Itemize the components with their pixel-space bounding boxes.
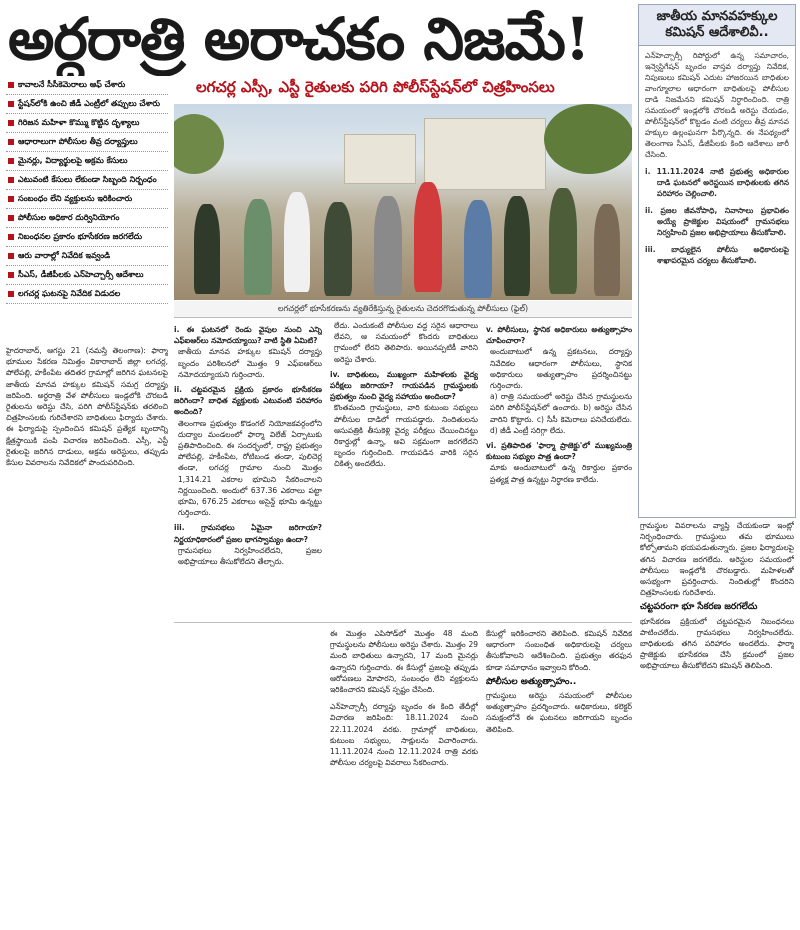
question: i. ఈ ఘటనలో రెండు వైపుల నుంచి ఎన్ని ఎఫ్‌ఐఆర్‌లు నమోదయ్యాయి? వాటి స్థితి ఏమిటి? <box>174 325 322 346</box>
subheadline: లగచర్ల ఎస్సీ, ఎస్టీ రైతులకు పరిగి పోలీస్‌స్టేషన్‌లో చిత్రహింసలు <box>196 78 555 96</box>
lower-column-right <box>486 628 632 918</box>
question: iii. గ్రామసభలు ఏమైనా జరిగాయా? నిర్ణయాధికారంలో ప్రజల భాగస్వామ్యం ఉందా? <box>174 523 322 544</box>
qa-column-3 <box>486 320 632 620</box>
photo-caption: లగచర్లలో భూసేకరణను వ్యతిరేకిస్తున్న రైతులను చెదరగొడుతున్న పోలీసులు (ఫైల్) <box>174 301 632 318</box>
question: vi. ప్రతిపాదిత 'ఫార్మా ప్రాజెక్టు'లో ముఖ్యమంత్రి కుటుంబ సభ్యుల పాత్ర ఉందా? <box>486 441 632 462</box>
right-text: భూసేకరణ ప్రక్రియలో చట్టపరమైన నిబంధనలు పాటించలేదు. గ్రామసభలు నిర్వహించలేదు. బాధితులకు తగిన పరిహారం అందలేదు. ఫార్మా ప్రాజెక్టుకు భూసేకరణ చేసే క్రమంలో ప్రజల అభిప్రాయాలు తీసుకోలేదని కమిషన్ తెలిపింది. <box>640 616 794 671</box>
right-text: గ్రామస్థుల వివరాలను వ్యాప్తి చేయకుండా ఇంట్లో నిర్బంధించారు. గ్రామస్థులు తమ భూములు కోల్పోతామని భయపడుతున్నారు. ప్రజల ఫిర్యాదులపై తగిన విచారణ జరగలేదు. అరెస్టుల సమయంలో పోలీసులు ఇండ్లలోకి చొరబడ్డారు. మహిళలతో అసభ్యంగా ప్రవర్తించారు. నిందితుల్లో కొందరిని చిత్రహింసలకు గురిచేశారు. <box>640 521 794 598</box>
highlight-item: నిబంధనల ప్రకారం భూసేకరణ జరగలేదు <box>6 228 168 247</box>
headline: అర్ధరాత్రి అరాచకం నిజమే! <box>8 5 590 73</box>
highlight-item: సీఎస్, డీజీపీలకు ఎన్‌హెచ్చార్సీ ఆదేశాలు <box>6 266 168 285</box>
highlight-item: ఎటువంటి కేసులు లేకుండా సిబ్బంది నిర్బంధం <box>6 171 168 190</box>
highlight-item: ఆరు వారాల్లో నివేదిక ఇవ్వండి <box>6 247 168 266</box>
lower-text: ఈ మొత్తం ఎపిసోడ్‌లో మొత్తం 48 మంది గ్రామస్థులను పోలీసులు అరెస్టు చేశారు. మొత్తం 29 మంది బాధితులు ఉన్నారని, 17 మంది మైనర్లు ఉన్నారని గుర్తించారు. ఈ కేసుల్లో ప్రజలపై తప్పుడు ఆరోపణలు మోపారని, సంబంధం లేని వ్యక్తులను ఇరికించారని కమిషన్ స్పష్టం చేసింది. <box>330 629 478 695</box>
highlight-item: మైనర్లు, విద్యార్థులపై అక్రమ కేసులు <box>6 152 168 171</box>
qa-column-2 <box>330 320 478 620</box>
answer: మాకు అందుబాటులో ఉన్న రికార్డుల ప్రకారం ప్రత్యక్ష పాత్ర ఉన్నట్టు నిర్ధారణ కాలేదు. <box>490 463 632 484</box>
sidebox-item: iii. బాధ్యులైన పోలీసు అధికారులపై శాఖాపరమైన చర్యలు తీసుకోవాలి. <box>645 245 789 265</box>
question: ii. చట్టపరమైన ప్రక్రియ ప్రకారం భూసేకరణ జరిగిందా? బాధిత వ్యక్తులకు ఎటువంటి పరిహారం అందింది? <box>174 385 322 417</box>
answer: గ్రామసభలు నిర్వహించలేదని, ప్రజల అభిప్రాయాలు తీసుకోలేదని తేల్చారు. <box>178 545 322 567</box>
question: v. పోలీసులు, స్థానిక అధికారులు అత్యుత్సాహం చూపించారా? <box>486 325 632 346</box>
qa-column-1 <box>174 320 322 680</box>
sidebox-title: జాతీయ మానవహక్కుల కమిషన్ ఆదేశాలివీ.. <box>639 5 795 46</box>
land-acquisition-subtitle: చట్టపరంగా భూ సేకరణ జరగలేదు <box>640 602 758 613</box>
answer: a) రాత్రి సమయంలో అరెస్టు చేసిన గ్రామస్థులను పరిగి పోలీస్‌స్టేషన్‌లో ఉంచారు. b) అరెస్టు చేసిన వారిని కొట్టారు. c) సీసీ కెమెరాలు పనిచేయలేదు. d) జీడీ ఎంట్రీ సరిగ్గా లేదు. <box>490 392 632 435</box>
highlight-item: సంబంధం లేని వ్యక్తులను ఇరికించారు <box>6 190 168 209</box>
highlights-list <box>6 76 168 304</box>
highlight-item: పోలీసుల అధికార దుర్వినియోగం <box>6 209 168 228</box>
lower-text: గ్రామస్థులు అరెస్టు సమయంలో పోలీసుల అత్యుత్సాహం ప్రదర్శించారు. అధికారులు, కలెక్టర్ సమక్షంలోనే ఈ ఘటనలు జరిగాయని బృందం తెలిపింది. <box>486 691 632 734</box>
lower-text: ఎన్‌హెచ్చార్సీ దర్యాప్తు బృందం ఈ కింది తేదీల్లో విచారణ జరిపింది: 18.11.2024 నుంచి 22.11.2024 వరకు. గ్రామాల్లో బాధితులు, కుటుంబ సభ్యులు, సాక్షులను విచారించారు. 11.11.2024 నుంచి 12.11.2024 రాత్రి వరకు పోలీసుల చర్యలపై వివరాలు సేకరించారు. <box>330 702 478 768</box>
answer: లేదు. ఎందుకంటే పోలీసుల వద్ద సరైన ఆధారాలు లేవని, ఆ సమయంలో కొందరు బాధితులు గ్రామంలో లేరని తెలిపారు. అయినప్పటికీ వారిని అరెస్టు చేశారు. <box>334 321 478 364</box>
question: iv. బాధితులు, ముఖ్యంగా మహిళలకు వైద్య పరీక్షలు జరిగాయా? గాయపడిన గ్రామస్థులకు ప్రభుత్వం నుంచి వైద్య సహాయం అందిందా? <box>330 369 478 402</box>
highlight-item: ఆధారాలుగా పోలీసుల తీవ్ర దర్యాప్తులు <box>6 133 168 152</box>
answer: తెలంగాణ ప్రభుత్వం కొడంగల్ నియోజకవర్గంలోని దుద్యాల మండలంలో ఫార్మా విలేజ్ ఏర్పాటుకు ప్రతిపాదించింది. ఈ సందర్భంలో, రాష్ట్ర ప్రభుత్వం పోలేపల్లి, హకీంపేట, రోటిబండ తండా, పులిచెర్ల తండా, లగచర్ల గ్రామాల నుంచి మొత్తం 1,314.21 ఎకరాల భూమిని సేకరించాలని నిర్ణయించింది. అందులో 637.36 ఎకరాలు పట్టా భూమి, 676.25 ఎకరాలు అసైన్డ్ భూమి ఉన్నట్టు గుర్తించారు. <box>178 418 322 518</box>
highlight-item: కావాలనే సీసీకెమెరాలు ఆఫ్ చేశారు <box>6 76 168 95</box>
sidebox-body: ఎన్‌హెచ్చార్సీ రిపోర్టులో ఉన్న సమాచారం, ఇన్వెస్టిగేషన్ బృందం వాస్తవ దర్యాప్తు నివేదిక, నిపుణులు కమిషన్ ఎదుట హాజరయిన బాధితుల వాంగ్మూలాల ఆధారంగా బాధితులపై పోలీసుల దాడి నిజమేనని కమిషన్ నిర్ధారించింది. రాత్రి సమయంలో ఇండ్లలోకి చొరబడి అరెస్టు చేయడం, పోలీస్‌స్టేషన్‌లో కొట్టడం వంటి చర్యలు తీవ్ర మానవ హక్కుల ఉల్లంఘనగా పేర్కొన్నది. ఈ నేపథ్యంలో తెలంగాణ సీఎస్, డీజీపీలకు కింది ఆదేశాలు జారీ చేసింది. <box>645 51 789 159</box>
article-intro: హైదరాబాద్, ఆగస్టు 21 (నమస్తే తెలంగాణ): ఫార్మా భూముల సేకరణ నిమిత్తం వికారాబాద్ జిల్లా లగచర్ల, పోలేపల్లి, హకీంపేట తదితర గ్రామాల్లో జరిగిన ఘటనలపై జాతీయ మానవ హక్కుల కమిషన్ సమగ్ర దర్యాప్తు జరిపింది. అర్ధరాత్రి వేళ పోలీసులు ఇండ్లలోకి చొరబడి రైతులను అరెస్టు చేసి, పరిగి పోలీస్‌స్టేషన్‌కు తరలించి చిత్రహింసలకు గురిచేశారని బాధితులు ఫిర్యాదు చేశారు. ఈ ఫిర్యాదుపై స్పందించిన కమిషన్ ప్రత్యేక బృందాన్ని క్షేత్రస్థాయికి పంపి విచారణ జరిపించింది. ఎస్సీ, ఎస్టీ రైతులపై జరిగిన దాడులు, అక్రమ అరెస్టులు, తప్పుడు కేసుల వివరాలను నివేదికలో పొందుపరిచింది. <box>6 346 168 468</box>
lower-column-mid <box>330 628 478 918</box>
police-subtitle: పోలీసుల అత్యుత్సాహం.. <box>486 676 577 687</box>
right-column <box>640 520 794 920</box>
highlight-item: గిరిజన మహిళా కొమ్ము కొట్టిన దృశ్యాలు <box>6 114 168 133</box>
answer: జాతీయ మానవ హక్కుల కమిషన్ దర్యాప్తు బృందం పరిశీలనలో మొత్తం 9 ఎఫ్‌ఐఆర్‌లు నమోదయ్యాయని గుర్తించారు. <box>178 347 322 379</box>
highlight-item: స్టేషన్‌లోకి ఉంచి జీడీ ఎంట్రీలో తప్పులు చేశారు <box>6 95 168 114</box>
sidebox-item: ii. ప్రజల జీవనోపాధి, నివాసాలు ప్రభావితం అయ్యే ప్రాజెక్టుల విషయంలో గ్రామసభలు నిర్వహించి ప్రజల అభిప్రాయాలు తీసుకోవాలి. <box>645 206 789 237</box>
section-divider <box>174 622 632 623</box>
answer: అందుబాటులో ఉన్న ప్రకటనలు, దర్యాప్తు నివేదికల ఆధారంగా పోలీసులు, స్థానిక అధికారులు అత్యుత్సాహం ప్రదర్శించినట్టు గుర్తించారు. <box>490 347 632 391</box>
answer: కొంతమంది గ్రామస్థులు, వారి కుటుంబ సభ్యులు పోలీసుల దాడిలో గాయపడ్డారు. నిందితులను ఆసుపత్రికి తీసుకెళ్లి వైద్య పరీక్షలు చేయించినట్టు రికార్డుల్లో ఉన్నా, అవి సక్రమంగా జరగలేదని బృందం గుర్తించింది. గాయపడిన వారికి సరైన చికిత్స అందలేదు. <box>334 403 478 469</box>
sidebox-item: i. 11.11.2024 నాటి ప్రభుత్వ అధికారుల దాడి ఘటనలో అరెస్టయిన బాధితులకు తగిన పరిహారం చెల్లించాలి. <box>645 167 789 198</box>
highlight-item: లగచర్ల ఘటనపై నివేదిక విడుదల <box>6 285 168 304</box>
nhrc-directives-box <box>638 4 796 518</box>
protest-photo <box>174 104 632 300</box>
lower-text: కేసుల్లో ఇరికించారని తెలిపింది. కమిషన్ నివేదిక ఆధారంగా సంబంధిత అధికారులపై చర్యలు తీసుకోవాలని ఆదేశించింది. ప్రభుత్వం తరఫున కూడా సమాధానం ఇవ్వాలని కోరింది. <box>486 629 632 672</box>
